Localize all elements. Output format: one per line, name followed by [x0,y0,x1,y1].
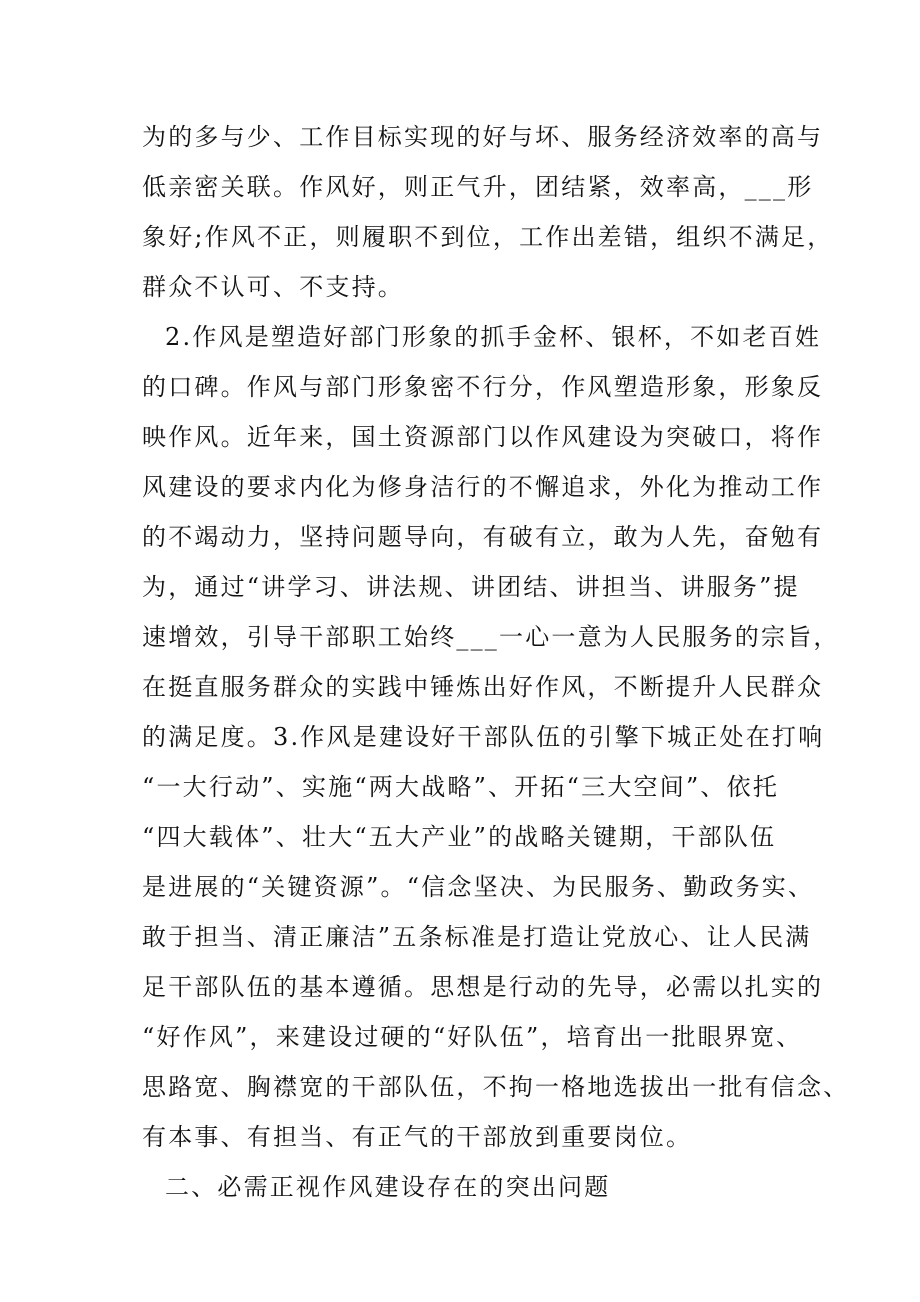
text-line: “好作风”，来建设过硬的“好队伍”，培育出一批眼界宽、 [142,1023,803,1051]
text-line: 的口碑。作风与部门形象密不行分，作风塑造形象，形象反 [142,373,824,401]
text-line: 是进展的“关键资源”。“信念坚决、为民服务、勤政务实、 [142,873,815,901]
text-line: 的不竭动力，坚持问题导向，有破有立，敢为人先，奋勉有 [142,523,824,551]
text-line: “四大载体”、壮大“五大产业”的战略关键期，干部队伍 [142,823,777,851]
text-line: 象好;作风不正，则履职不到位，工作出差错，组织不满足， [142,223,834,251]
text-line: 为的多与少、工作目标实现的好与坏、服务经济效率的高与 [142,123,824,151]
text-line: 敢于担当、清正廉洁”五条标准是打造让党放心、让人民满 [142,923,812,951]
text-line: 有本事、有担当、有正气的干部放到重要岗位。 [142,1123,693,1151]
text-line: “一大行动”、实施“两大战略”、开拓“三大空间”、依托 [142,773,780,801]
text-line: 风建设的要求内化为修身洁行的不懈追求，外化为推动工作 [142,473,824,501]
text-line: 在挺直服务群众的实践中锤炼出好作风，不断提升人民群众 [142,673,824,701]
text-line: 足干部队伍的基本遵循。思想是行动的先导，必需以扎实的 [142,973,824,1001]
text-line: 为，通过“讲学习、讲法规、讲团结、讲担当、讲服务”提 [142,573,800,601]
text-line: 群众不认可、不支持。 [142,273,404,301]
text-line: 思路宽、胸襟宽的干部队伍，不拘一格地选拔出一批有信念、 [142,1073,850,1101]
paragraph-start-line: 2.作风是塑造好部门形象的抓手金杯、银杯，不如老百姓 [165,323,822,351]
text-line: 低亲密关联。作风好，则正气升，团结紧，效率高，___形 [142,173,814,201]
text-line: 的满足度。3.作风是建设好干部队伍的引擎下城正处在打响 [142,723,825,751]
section-heading: 二、必需正视作风建设存在的突出问题 [165,1173,611,1201]
text-line: 速增效，引导干部职工始终___一心一意为人民服务的宗旨， [142,623,840,651]
text-line: 映作风。近年来，国土资源部门以作风建设为突破口，将作 [142,423,824,451]
